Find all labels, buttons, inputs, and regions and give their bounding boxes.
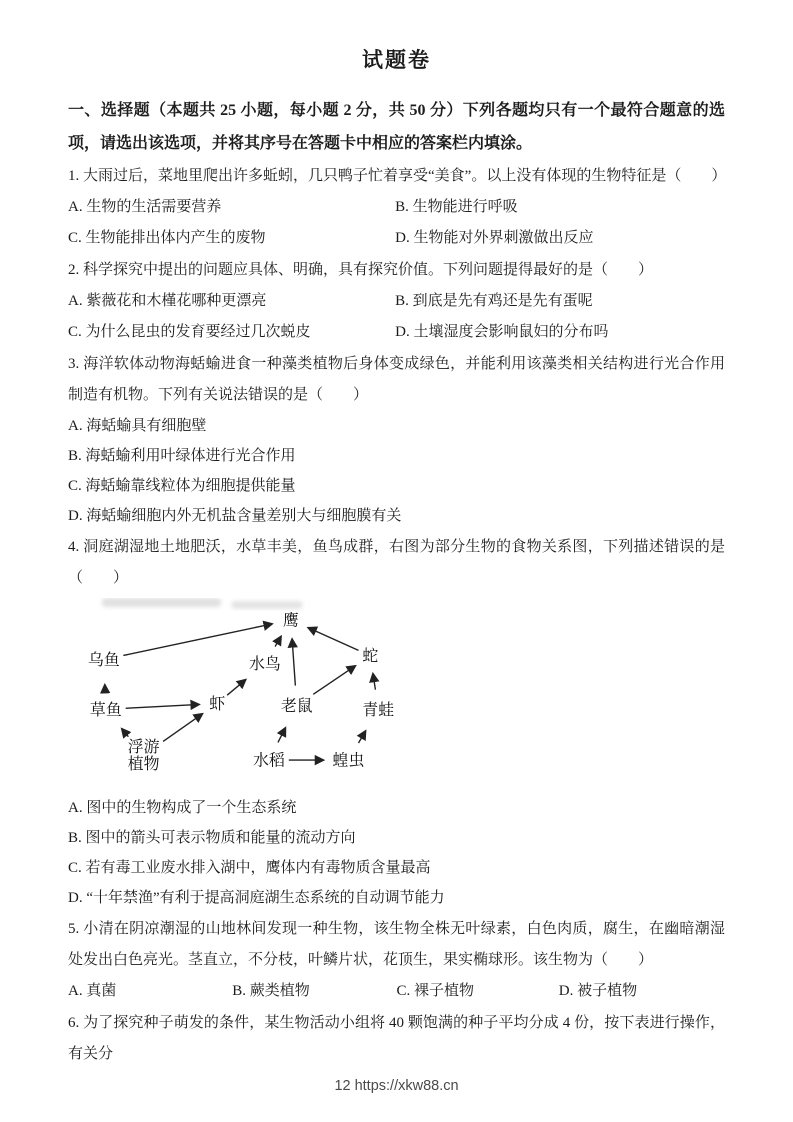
question-2 <box>68 255 725 348</box>
food-web-edge-laoshu-ying <box>292 639 295 686</box>
food-web-node-wuyu: 乌鱼 <box>87 652 120 670</box>
question-5-option-a: A. 真菌 <box>68 983 117 999</box>
question-3 <box>68 349 725 531</box>
question-5-option-c: C. 裸子植物 <box>396 983 475 999</box>
question-3-option-c: C. 海蛞蝓靠线粒体为细胞提供能量 <box>68 478 296 494</box>
question-2-option-b: B. 到底是先有鸡还是先有蛋呢 <box>395 293 593 309</box>
question-4-stem: 4. 洞庭湖湿地土地肥沃，水草丰美，鱼鸟成群，右图为部分生物的食物关系图，下列描述错误的是（ ） <box>68 539 725 586</box>
question-3-options <box>68 411 725 531</box>
question-1-option-c: C. 生物能排出体内产生的废物 <box>68 230 266 246</box>
question-3-option-d: D. 海蛞蝓细胞内外无机盐含量差别大与细胞膜有关 <box>68 508 402 524</box>
food-web-node-ying: 鹰 <box>282 612 299 630</box>
food-web-edge-shuidao-laoshu <box>278 728 286 743</box>
question-4-option-b: B. 图中的箭头可表示物质和能量的流动方向 <box>68 830 356 846</box>
page-footer: 12 https://xkw88.cn <box>334 1078 459 1094</box>
question-3-stem: 3. 海洋软体动物海蛞蝓进食一种藻类植物后身体变成绿色，并能利用该藻类相关结构进行光合作用制造有机物。下列有关说法错误的是（ ） <box>68 356 725 403</box>
food-web-node-shuidao: 水稻 <box>252 752 285 770</box>
question-5 <box>68 914 725 1007</box>
food-web-diagram <box>74 598 432 782</box>
scan-smudge <box>102 598 303 609</box>
food-web-edge-huangchong-qingwa <box>359 731 366 743</box>
food-web-edge-she-ying <box>308 628 359 651</box>
food-web-node-she: 蛇 <box>362 648 379 666</box>
food-web-edge-shuiniao-ying <box>275 636 281 646</box>
question-4-option-d: D. “十年禁渔”有利于提高洞庭湖生态系统的自动调节能力 <box>68 890 445 906</box>
food-web-node-caoyu: 草鱼 <box>89 701 122 719</box>
question-4-options <box>68 793 725 913</box>
question-5-option-d: D. 被子植物 <box>558 983 638 999</box>
question-5-options <box>68 976 725 1007</box>
question-2-option-d: D. 土壤湿度会影响鼠妇的分布吗 <box>395 324 609 340</box>
section-heading: 一、选择题（本题共 25 小题，每小题 2 分，共 50 分）下列各题均只有一个最符合题意的选项，请选出该选项，并将其序号在答题卡中相应的答案栏内填涂。 <box>68 102 725 152</box>
food-web-node-huangchong: 蝗虫 <box>332 752 365 770</box>
question-4-option-a: A. 图中的生物构成了一个生态系统 <box>68 800 297 816</box>
food-web-edge-fuyou-xia <box>163 714 202 742</box>
page-title: 试题卷 <box>362 48 431 72</box>
food-web-node-qingwa: 青蛙 <box>362 701 395 719</box>
question-3-option-a: A. 海蛞蝓具有细胞壁 <box>68 418 207 434</box>
food-web-edge-fuyou-caoyu <box>122 729 129 737</box>
question-1-options <box>68 192 725 254</box>
question-6-stem: 6. 为了探究种子萌发的条件，某生物活动小组将 40 颗饱满的种子平均分成 4 份，按下表进行操作，有关分 <box>68 1015 725 1062</box>
question-6 <box>68 1008 725 1070</box>
food-web-figure <box>68 594 725 793</box>
food-web-edge-wuyu-ying <box>123 624 272 656</box>
food-web-node-laoshu: 老鼠 <box>280 697 313 715</box>
food-web-edge-xia-shuiniao <box>227 680 246 696</box>
question-4-option-c: C. 若有毒工业废水排入湖中，鹰体内有毒物质含量最高 <box>68 860 431 876</box>
food-web-node-xia: 虾 <box>209 695 226 713</box>
question-4 <box>68 532 725 913</box>
question-1 <box>68 161 725 254</box>
food-web-edge-caoyu-xia <box>126 704 200 708</box>
food-web-node-shuiniao: 水鸟 <box>249 656 281 674</box>
question-1-option-a: A. 生物的生活需要营养 <box>68 199 222 215</box>
question-5-option-b: B. 蕨类植物 <box>232 983 310 999</box>
question-1-option-d: D. 生物能对外界刺激做出反应 <box>395 230 594 246</box>
food-web-edge-laoshu-she <box>313 666 355 695</box>
food-web-node-fuyou: 浮游植物 <box>127 739 160 774</box>
question-2-options <box>68 286 725 348</box>
question-2-option-a: A. 紫薇花和木槿花哪种更漂亮 <box>68 293 267 309</box>
question-3-option-b: B. 海蛞蝓利用叶绿体进行光合作用 <box>68 448 296 464</box>
question-2-stem: 2. 科学探究中提出的问题应具体、明确，具有探究价值。下列问题提得最好的是（ ） <box>68 262 654 278</box>
question-2-option-c: C. 为什么昆虫的发育要经过几次蜕皮 <box>68 324 311 340</box>
question-5-stem: 5. 小清在阴凉潮湿的山地林间发现一种生物，该生物全株无叶绿素，白色肉质，腐生，在幽暗潮湿处发出白色亮光。茎直立，不分枝，叶鳞片状，花顶生，果实椭球形。该生物为（ ） <box>68 921 725 968</box>
question-1-stem: 1. 大雨过后，菜地里爬出许多蚯蚓，几只鸭子忙着享受“美食”。以上没有体现的生物特征是（ ） <box>68 168 727 184</box>
question-1-option-b: B. 生物能进行呼吸 <box>395 199 518 215</box>
food-web-edge-qingwa-she <box>373 673 375 689</box>
